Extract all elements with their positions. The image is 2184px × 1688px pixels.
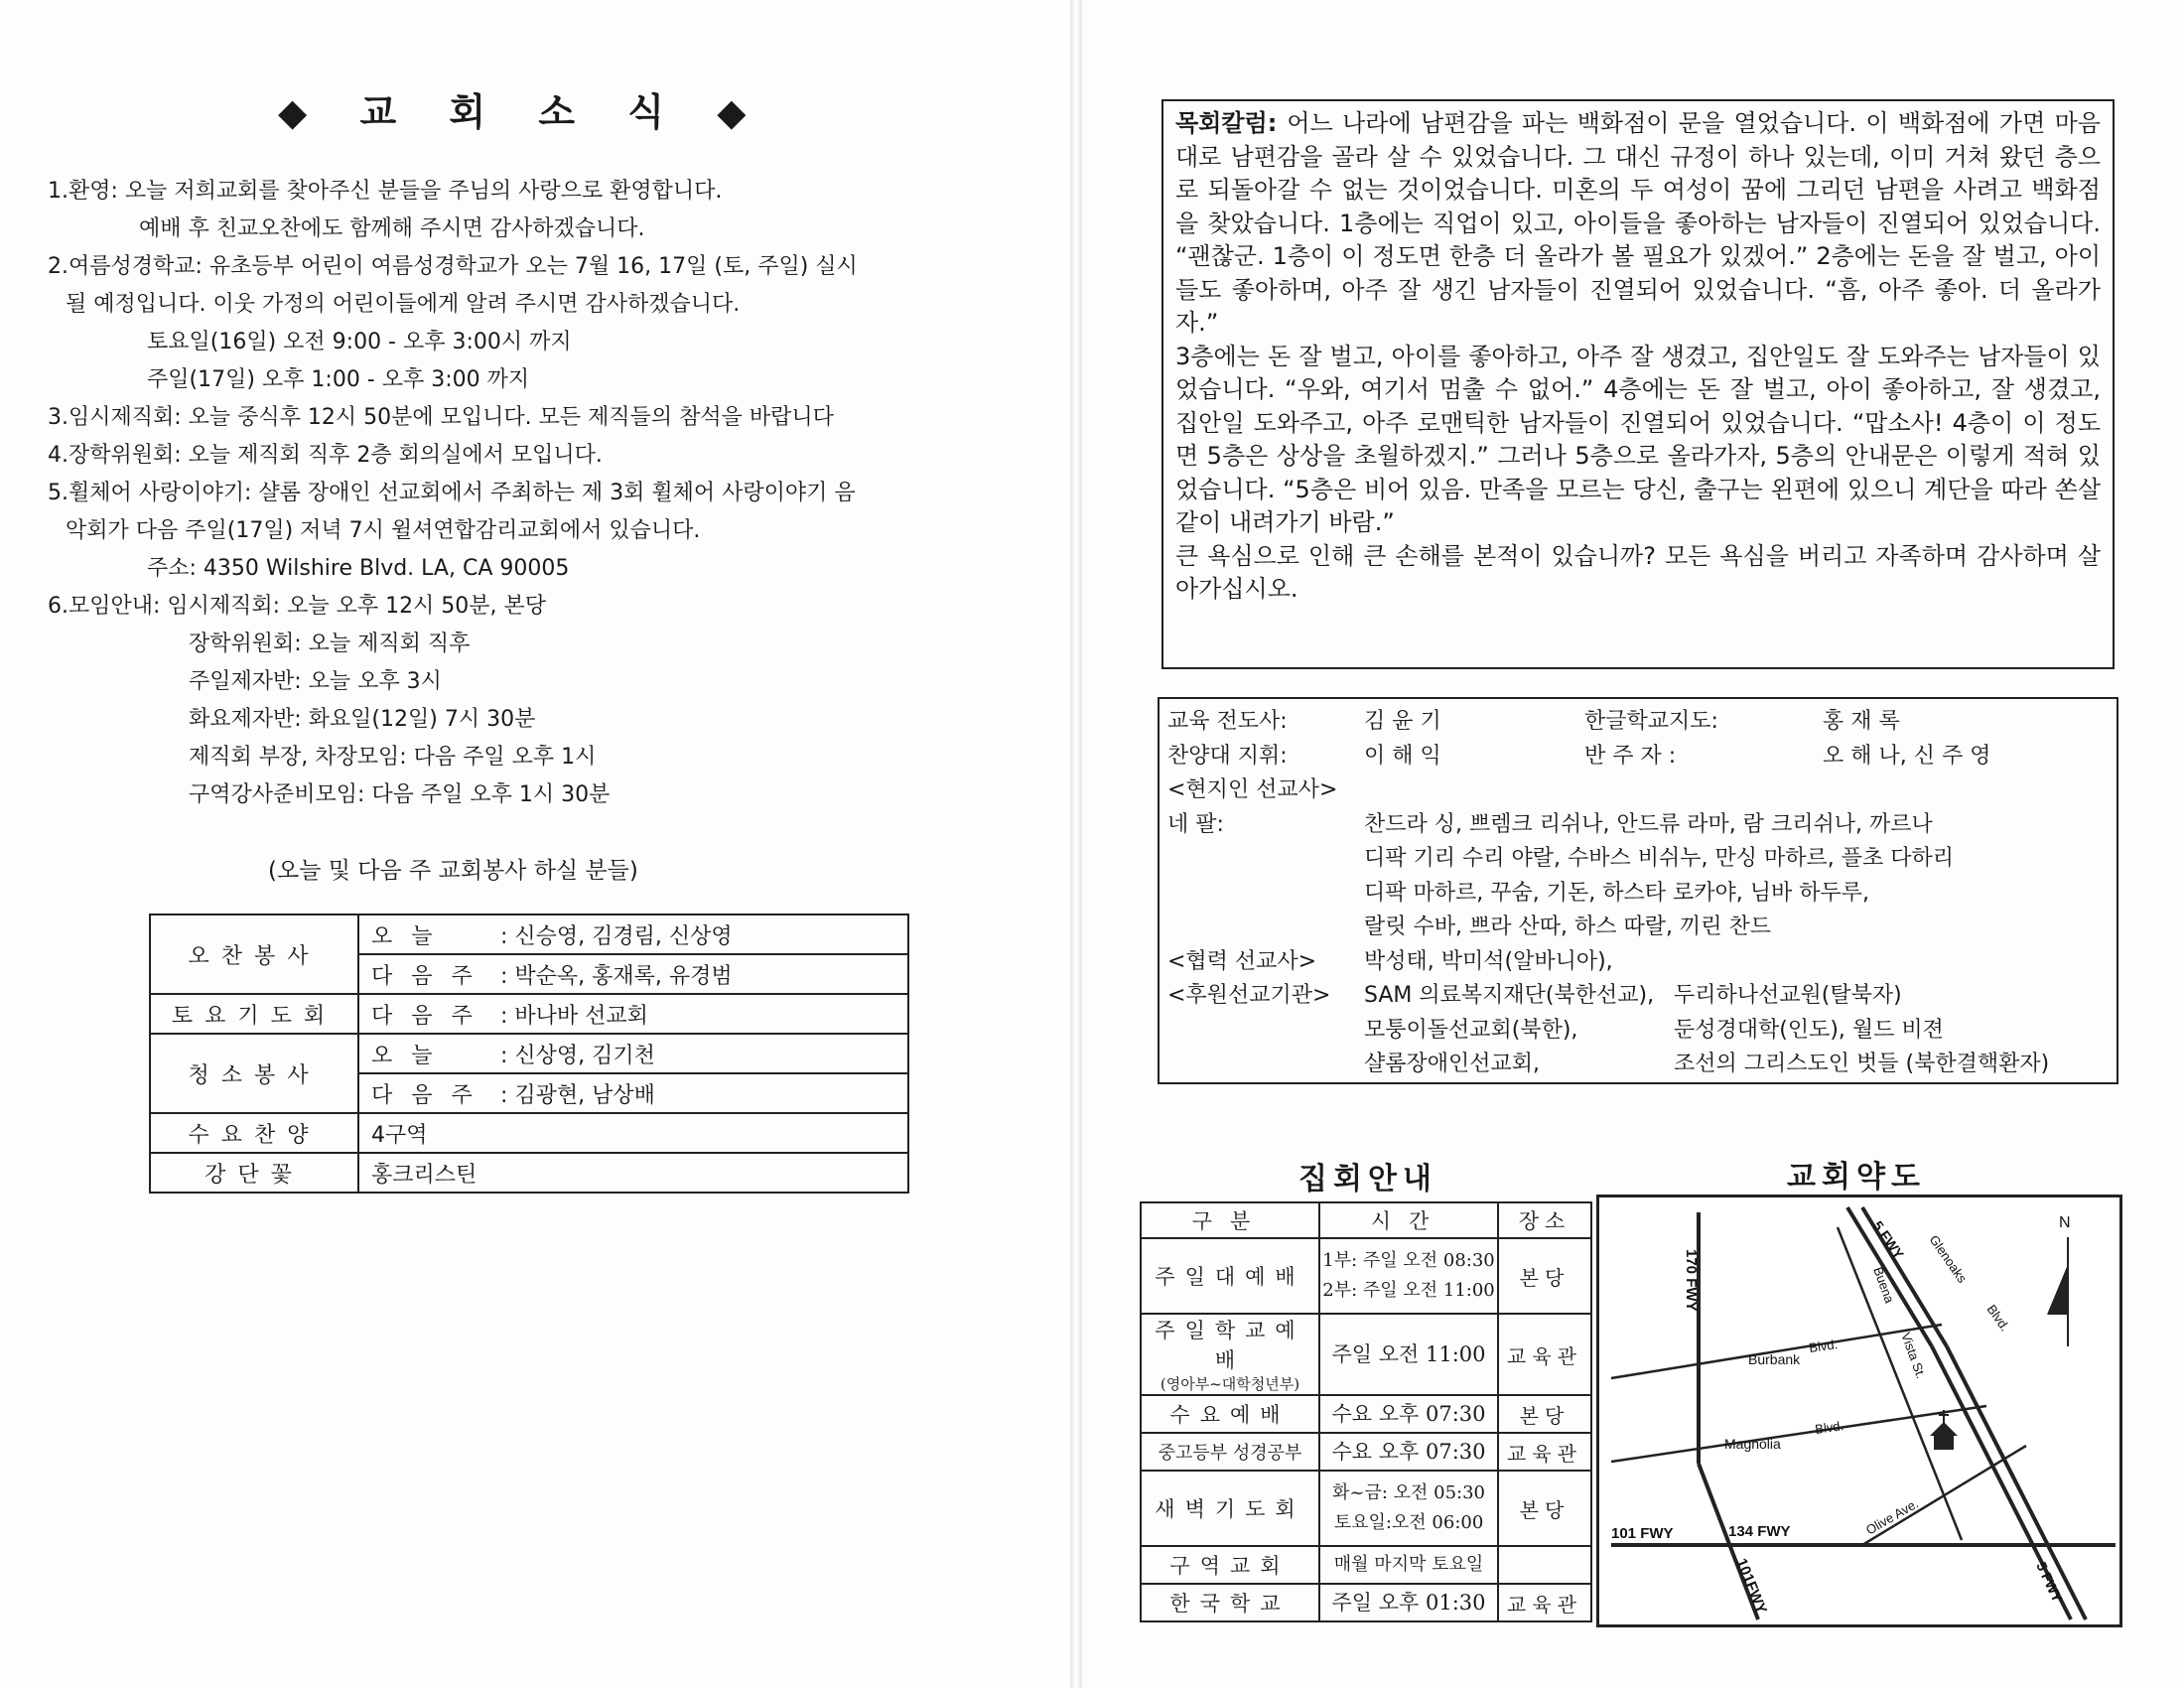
- table-row: 토요기도회 다 음 주 : 바나바 선교회: [150, 994, 908, 1034]
- map-title: 교회약도: [1787, 1160, 1926, 1195]
- news-item-welcome: 1.환영: 오늘 저희교회를 찾아주신 분들을 주님의 사랑으로 환영합니다. 예배 후 친교오찬에도 함께해 주시면 감사하겠습니다.: [48, 179, 723, 241]
- meeting-line: 화요제자반: 화요일(12일) 7시 30분: [189, 707, 536, 732]
- meeting-line: 장학위원회: 오늘 제직회 직후: [189, 632, 471, 656]
- table-row: 수요예배 수요 오후 07:30 본당: [1141, 1395, 1591, 1433]
- label-5-fwy-top: 5 FWY: [1869, 1217, 1908, 1262]
- label-vista: Vista St.: [1898, 1330, 1929, 1381]
- table-row: 한국학교 주일 오후 01:30 교육관: [1141, 1584, 1591, 1621]
- meeting-line: 주일제자반: 오늘 오후 3시: [189, 669, 442, 694]
- table-row: 강단꽃 홍크리스틴: [150, 1153, 908, 1193]
- right-page: [1082, 0, 2184, 1688]
- news-item-wheelchair: 5.휠체어 사랑이야기: 샬롬 장애인 선교회에서 주최하는 제 3회 휠체어 사랑이야기 음 악회가 다음 주일(17일) 저녁 7시 윌셔연합감리교회에서 있습니다. 주소: 4350 Wilshire Blvd. LA, CA 90005: [48, 481, 856, 581]
- service-caption: (오늘 및 다음 주 교회봉사 하실 분들): [268, 858, 638, 884]
- table-row: 주일학교예배 (영아부~대학청년부) 주일 오전 11:00 교육관: [1141, 1314, 1591, 1395]
- staff-missionary-box: 교육 전도사: 김 윤 기 한글학교지도: 홍 재 록 찬양대 지휘: 이 해 익 반 주 자 : 오 해 나, 신 주 영 <현지인 선교사> 네 팔: 찬드라 싱, 쁘렘크 리쉬나, 안드류 라마, 람 크리쉬나, 까르나 디팍 기리 수리 야랄, 수바스 비쉬누, 만싱 마하르, 플초 다하리 디팍 마하르, 꾸숨, 기돈, 하스타 로카야, 님바 하두루, 랄릿 수바, 쁘라 산따, 하스 따랄, 끼린 찬드 <협력 선교사> 박성태, 박미석(알바니아), <후원선교기관> SAM 의료복지재단(북한선교), 두리하나선교원(탈북자) 모퉁이돌선교회(북한), 둔성경대학(인도), 월드 비젼 샬롬장애인선교회, 조선의 그리스도인 벗들 (북한결핵환자): [1158, 697, 2118, 1084]
- schedule-table: [1140, 1201, 1592, 1622]
- road-olive: [1862, 1446, 2026, 1545]
- news-item-council: 3.임시제직회: 오늘 중식후 12시 50분에 모입니다. 모든 제직들의 참석을 바랍니다: [48, 405, 834, 430]
- road-buena-vista: [1838, 1227, 1962, 1540]
- left-page: [0, 0, 1070, 1688]
- label-north: N: [2059, 1214, 2071, 1231]
- label-134-fwy: 134 FWY: [1728, 1523, 1791, 1540]
- column-lead: 목회칼럼:: [1175, 109, 1288, 137]
- label-buena: Buena: [1870, 1264, 1898, 1306]
- news-item-scholarship: 4.장학위원회: 오늘 제직회 직후 2층 회의실에서 모입니다.: [48, 443, 603, 468]
- label-olive: Olive Ave.: [1863, 1495, 1921, 1538]
- church-news-title: ◆ 교 회 소 식 ◆: [278, 90, 766, 134]
- page-gutter: [1070, 0, 1082, 1688]
- news-item-vbs: 2.여름성경학교: 유초등부 어린이 여름성경학교가 오는 7월 16, 17일 (토, 주일) 실시 될 예정입니다. 이웃 가정의 어린이들에게 알려 주시면 감사하겠습니다. 토요일(16일) 오전 9:00 - 오후 3:00시 까지 주일(17일) 오후 1:00 - 오후 3:00 까지: [48, 254, 858, 392]
- service-table: [149, 914, 909, 1194]
- church-map: [1596, 1195, 2122, 1627]
- label-101-fwy: 101 FWY: [1611, 1525, 1674, 1542]
- meeting-line: 제직회 부장, 차장모임: 다음 주일 오후 1시: [189, 745, 597, 770]
- label-blvd-magnolia: Blvd.: [1814, 1418, 1845, 1437]
- table-row: 수요찬양 4구역: [150, 1113, 908, 1153]
- table-row: 구역교회 매월 마지막 토요일: [1141, 1546, 1591, 1584]
- label-blvd-glenoaks: Blvd.: [1983, 1302, 2013, 1335]
- label-glenoaks: Glenoaks: [1926, 1232, 1971, 1286]
- pastor-column: 목회칼럼: 어느 나라에 남편감을 파는 백화점이 문을 열었습니다. 이 백화점에 가면 마음대로 남편감을 골라 살 수 있었습니다. 그 대신 규정이 하나 있는데, 이미 거쳐 왔던 층으로 되돌아갈 수 없는 것이었습니다. 미혼의 두 여성이 꿈에 그리던 남편을 사려고 백화점을 찾았습니다. 1층에는 직업이 있고, 아이들을 좋아하는 남자들이 진열되어 있었습니다. “괜찮군. 1층이 이 정도면 한층 더 올라가 볼 필요가 있겠어.” 2층에는 돈을 잘 벌고, 아이들도 좋아하며, 아주 잘 생긴 남자들이 진열되어 있었습니다. “흠, 아주 좋아. 더 올라가자.” 3층에는 돈 잘 벌고, 아이를 좋아하고, 아주 잘 생겼고, 집안일도 잘 도와주는 남자들이 있었습니다. “우와, 여기서 멈출 수 없어.” 4층에는 돈 잘 벌고, 아이 좋아하고, 잘 생겼고, 집안일 도와주고, 아주 로맨틱한 남자들이 진열되어 있었습니다. “맙소사! 4층이 이 정도면 5층은 상상을 초월하겠지.” 그러나 5층으로 올라가자, 5층의 안내문은 이렇게 적혀 있었습니다. “5층은 비어 있음. 만족을 모르는 당신, 출구는 왼편에 있으니 계단을 따라 쏜살같이 내려가기 바람.” 큰 욕심으로 인해 큰 손해를 본적이 있습니까? 모든 욕심을 버리고 자족하며 감사하며 살아가십시오.: [1161, 99, 2115, 669]
- church-news-list: [48, 173, 1050, 814]
- table-header: 구분 시간 장소: [1141, 1202, 1591, 1238]
- table-row: 주일대예배 1부: 주일 오전 08:30 2부: 주일 오전 11:00 본당: [1141, 1238, 1591, 1314]
- label-101-fwy-south: 101FWY: [1732, 1556, 1770, 1617]
- label-170-fwy: 170 FWY: [1683, 1249, 1700, 1312]
- table-row: 새벽기도회 화~금: 오전 05:30 토요일:오전 06:00 본당: [1141, 1471, 1591, 1546]
- map-drawing: [1599, 1197, 2119, 1624]
- church-icon: [1930, 1410, 1958, 1450]
- news-item-meetings: 6.모임안내: 임시제직회: 오늘 오후 12시 50분, 본당 장학위원회: 오늘 제직회 직후 주일제자반: 오늘 오후 3시 화요제자반: 화요일(12일) 7시 30분 제직회 부장, 차장모임: 다음 주일 오후 1시 구역강사준비모임: 다음 주일 오후 1시 30분: [48, 588, 1050, 814]
- schedule-title: 집회안내: [1298, 1162, 1437, 1196]
- table-row: 청소봉사 오 늘 : 신상영, 김기천: [150, 1034, 908, 1073]
- road-magnolia: [1611, 1406, 1986, 1462]
- label-5-fwy-south: 5 FWY: [2033, 1559, 2066, 1606]
- label-blvd-burbank: Blvd.: [1808, 1336, 1840, 1355]
- label-magnolia: Magnolia: [1724, 1436, 1781, 1452]
- meeting-line: 구역강사준비모임: 다음 주일 오후 1시 30분: [189, 782, 611, 807]
- table-row: 중고등부 성경공부 수요 오후 07:30 교육관: [1141, 1433, 1591, 1471]
- label-burbank: Burbank: [1748, 1351, 1801, 1367]
- table-row: 다 음 주 : 김광현, 남상배: [150, 1073, 908, 1113]
- table-row: 다 음 주 : 박순옥, 홍재록, 유경범: [150, 954, 908, 994]
- table-row: 오찬봉사 오 늘 : 신승영, 김경림, 신상영: [150, 914, 908, 954]
